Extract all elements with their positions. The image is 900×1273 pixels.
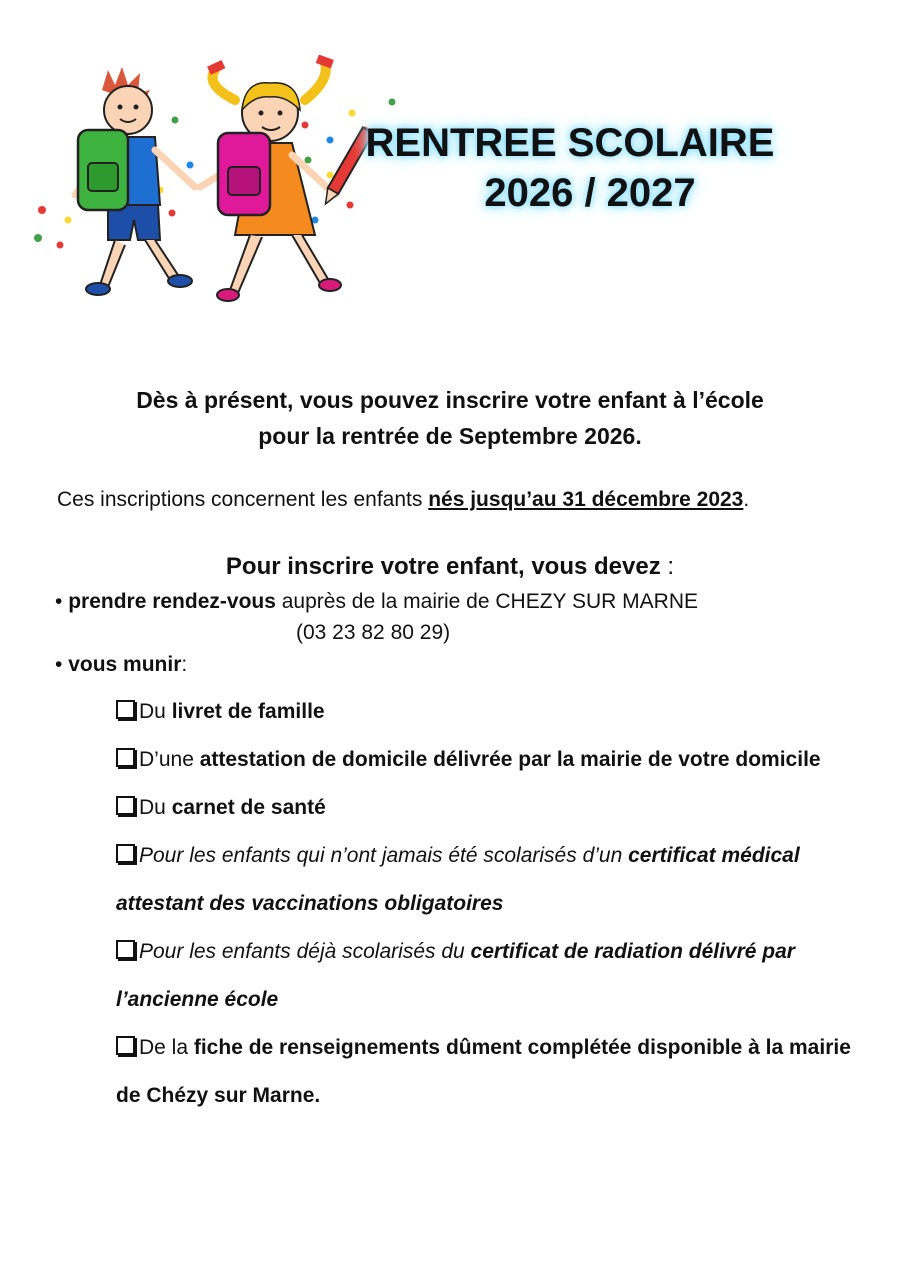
eligibility-prefix: Ces inscriptions concernent les enfants [57,488,429,511]
howto-heading-bold: Pour inscrire votre enfant, vous devez [225,553,661,580]
checkbox-icon [116,844,135,863]
checkbox-icon [116,700,135,719]
list-item-text: D’une [139,748,200,771]
title-line-1: RENTREE SCOLAIRE [365,121,775,165]
documents-list [116,688,876,1120]
list-item [116,928,876,1024]
list-item-bold: carnet de santé [171,796,326,819]
boy-figure [75,67,195,295]
list-item [116,1024,876,1120]
list-item [116,832,876,928]
list-item-bold: livret de famille [171,700,325,723]
checkbox-icon [116,796,135,815]
list-item-bold: certificat de radiation délivré par l’ancienne école [116,940,795,1011]
list-item-bold: fiche de renseignements dûment complétée disponible à la mairie de Chézy sur Marne. [116,1036,851,1107]
intro-paragraph [0,382,900,454]
eligibility-text [57,485,749,515]
bullet-documents: • vous munir: [55,653,188,676]
title-line-2: 2026 / 2027 [484,171,696,215]
page-title [360,118,780,218]
children-illustration [30,55,410,310]
intro-line-2: pour la rentrée de Septembre 2026. [258,423,642,449]
eligibility-suffix: . [743,488,750,511]
intro-line-1: Dès à présent, vous pouvez inscrire votre enfant à l’école [136,387,764,413]
list-item [116,688,876,736]
list-item-bold: certificat médical attestant des vaccinations obligatoires [116,844,800,915]
phone-number: (03 23 82 80 29) [296,621,451,644]
list-item-text: Pour les enfants qui n’ont jamais été scolarisés d’un [139,844,629,867]
bullet-appointment-rest: auprès de la mairie de CHEZY SUR MARNE [275,590,698,613]
list-item [116,736,876,784]
howto-heading-suffix: : [660,553,675,580]
list-item [116,784,876,832]
list-item-bold: attestation de domicile délivrée par la mairie de votre domicile [199,748,821,771]
bullet-appointment: • prendre rendez-vous auprès de la mairie de CHEZY SUR MARNE [55,590,698,613]
bullet-appointment-bold: prendre rendez-vous [68,590,276,613]
list-item-text: De la [139,1036,194,1059]
checkbox-icon [116,940,135,959]
howto-heading [0,550,900,584]
checkbox-icon [116,1036,135,1055]
girl-figure [200,55,373,301]
eligibility-date: nés jusqu’au 31 décembre 2023 [428,488,744,511]
list-item-text: Du [139,700,172,723]
list-item-text: Du [139,796,172,819]
checkbox-icon [116,748,135,767]
bullet-documents-rest: : [181,653,188,676]
list-item-text: Pour les enfants déjà scolarisés du [139,940,471,963]
bullet-documents-bold: vous munir [68,653,182,676]
